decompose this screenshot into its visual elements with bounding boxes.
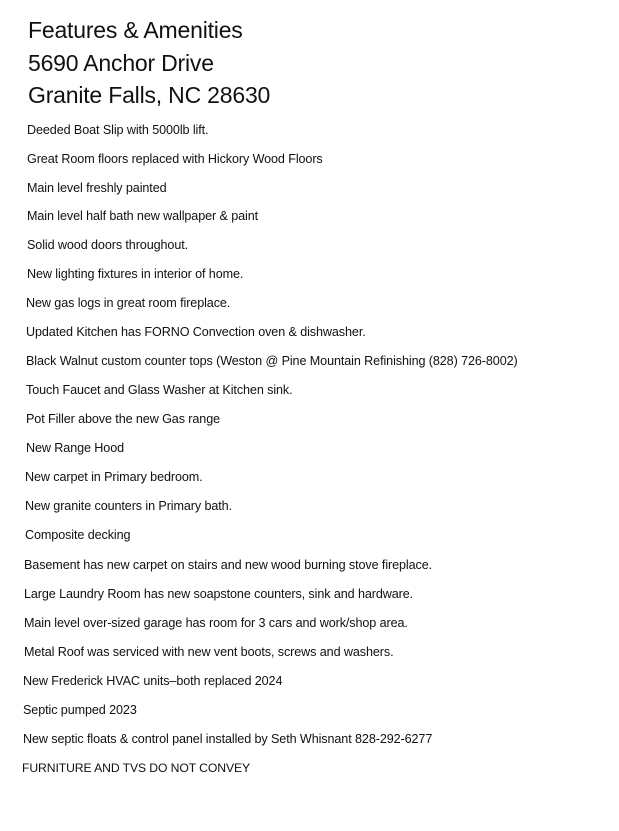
city-state-zip: Granite Falls, NC 28630 xyxy=(28,82,271,108)
document-header xyxy=(28,14,270,112)
feature-item: Black Walnut custom counter tops (Weston @ Pine Mountain Refinishing (828) 726-8002) xyxy=(26,354,518,368)
feature-item: Pot Filler above the new Gas range xyxy=(26,412,221,426)
feature-item: Composite decking xyxy=(25,528,131,542)
feature-item: Great Room floors replaced with Hickory Wood Floors xyxy=(27,152,323,166)
feature-item: New lighting fixtures in interior of home. xyxy=(27,267,244,281)
feature-item: Updated Kitchen has FORNO Convection oven & dishwasher. xyxy=(26,325,366,339)
feature-item: Main level freshly painted xyxy=(27,181,167,195)
feature-item: Deeded Boat Slip with 5000lb lift. xyxy=(27,123,209,137)
feature-item: New gas logs in great room fireplace. xyxy=(26,296,231,310)
feature-item: Septic pumped 2023 xyxy=(23,703,137,717)
feature-item: Large Laundry Room has new soapstone counters, sink and hardware. xyxy=(24,587,414,601)
feature-item: New carpet in Primary bedroom. xyxy=(25,470,203,484)
feature-item: Basement has new carpet on stairs and new wood burning stove fireplace. xyxy=(24,558,433,572)
document-title: Features & Amenities xyxy=(28,17,243,43)
feature-item: Main level half bath new wallpaper & paint xyxy=(27,209,259,223)
feature-item: Main level over-sized garage has room for 3 cars and work/shop area. xyxy=(24,616,408,630)
feature-item: Solid wood doors throughout. xyxy=(27,238,189,252)
feature-item: Touch Faucet and Glass Washer at Kitchen sink. xyxy=(26,383,293,397)
feature-item: Metal Roof was serviced with new vent boots, screws and washers. xyxy=(24,645,394,659)
feature-item: New Range Hood xyxy=(26,441,125,455)
feature-item: New granite counters in Primary bath. xyxy=(25,499,232,513)
street-address: 5690 Anchor Drive xyxy=(28,49,214,76)
feature-item: New Frederick HVAC units–both replaced 2024 xyxy=(23,674,283,688)
feature-item: New septic floats & control panel installed by Seth Whisnant 828-292-6277 xyxy=(23,732,433,746)
disclaimer-item: FURNITURE AND TVS DO NOT CONVEY xyxy=(22,761,251,775)
